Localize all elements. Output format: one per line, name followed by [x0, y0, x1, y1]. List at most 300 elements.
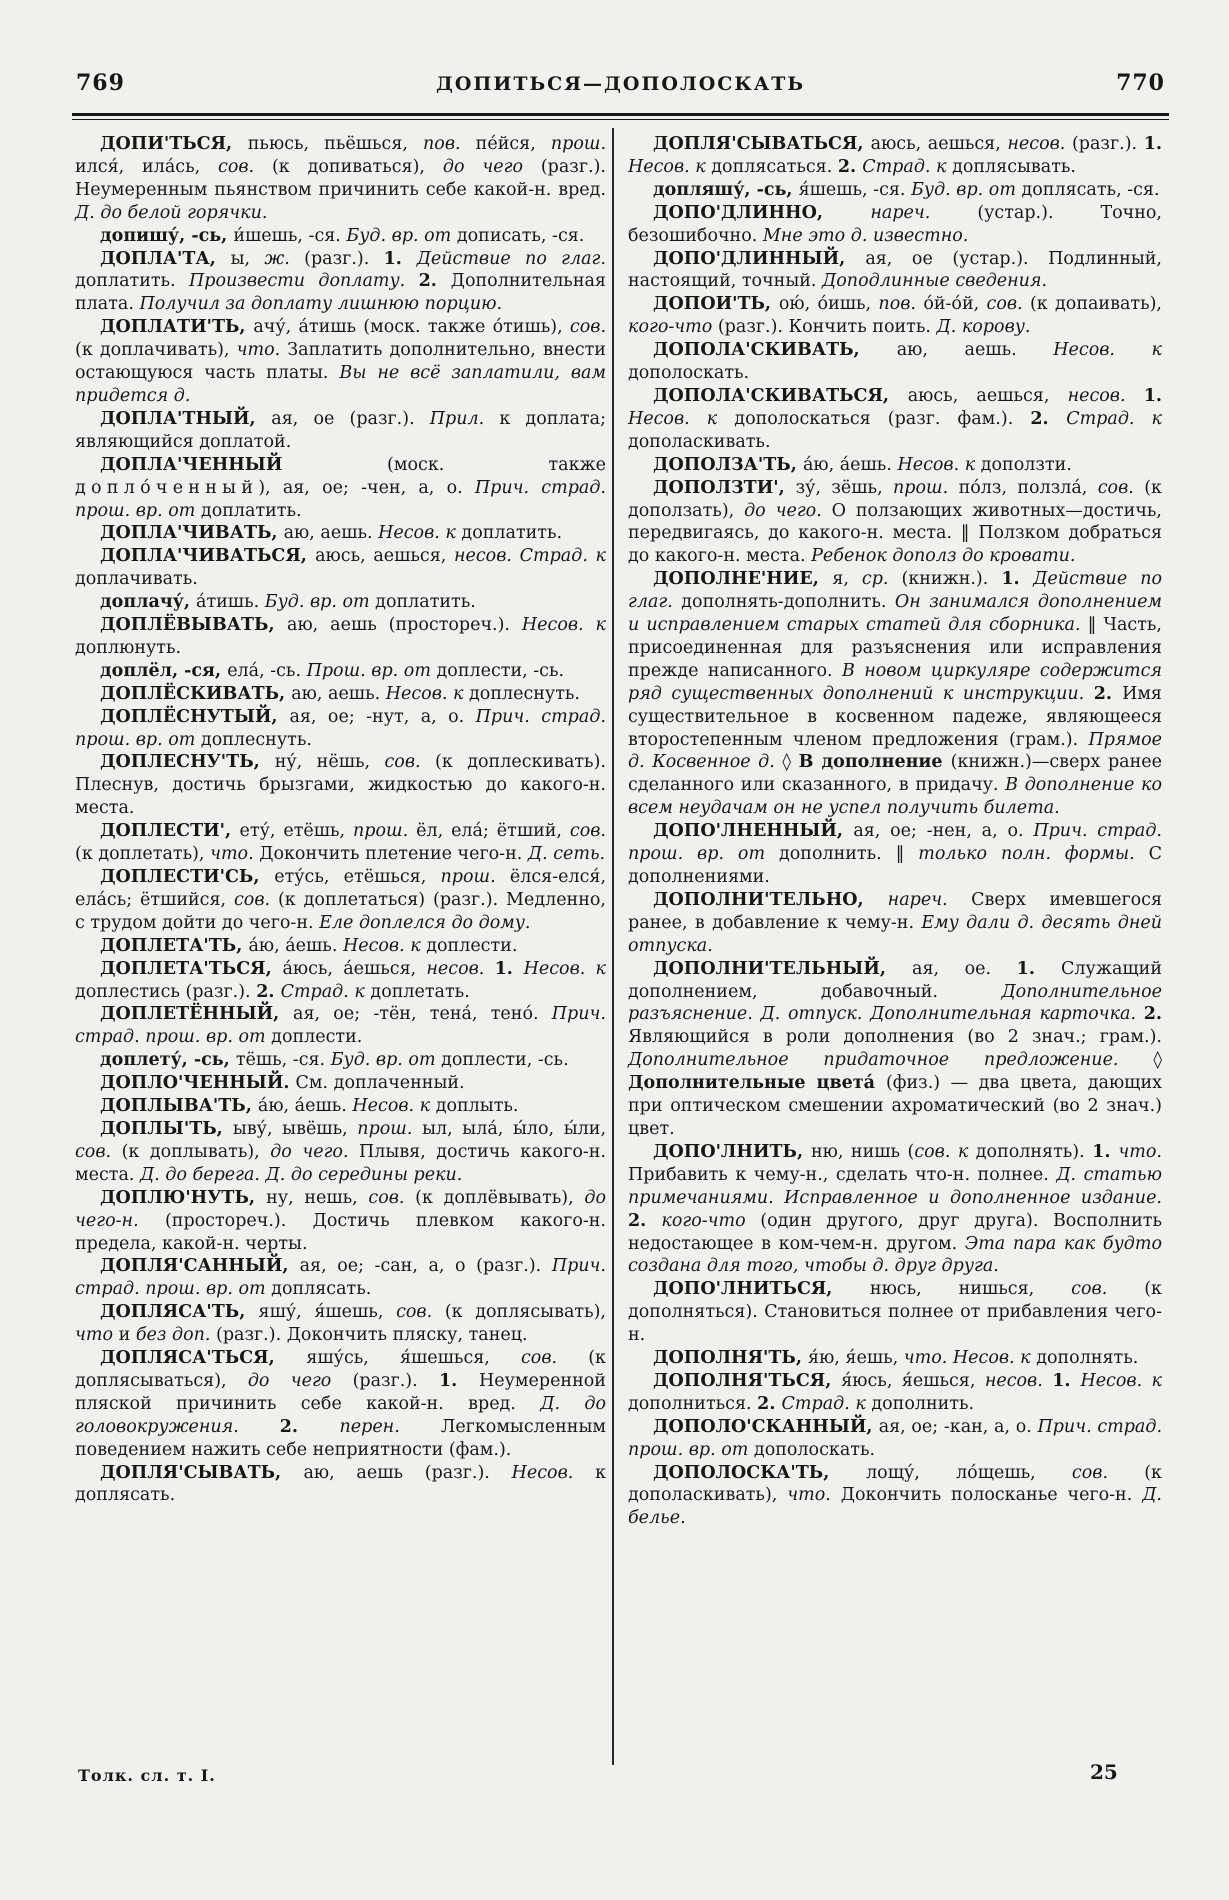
italic-segment: сов. к: [914, 1141, 976, 1162]
italic-segment: Д. до головокружения.: [75, 1393, 606, 1437]
normal-segment: дополоскаться (разг. фам.).: [734, 408, 1031, 429]
normal-segment: Сверх имевшегося ранее, в добавление к чему-н.: [628, 889, 1162, 933]
dictionary-entry: [628, 1370, 1162, 1416]
normal-segment: доплатить.: [200, 500, 302, 521]
italic-segment: Страд. к: [781, 1393, 872, 1414]
right-page-number: 770: [1116, 70, 1165, 96]
signature-number: 25: [1090, 1760, 1118, 1784]
dictionary-entry: [75, 660, 606, 683]
italic-segment: пов.: [423, 134, 476, 154]
dictionary-entry: [75, 1118, 606, 1187]
normal-segment: ая, ое; -сан, а, о (разг.).: [299, 1256, 552, 1277]
bold-segment: ДОПЛА'ТНЫЙ,: [100, 408, 272, 429]
normal-segment: ая, ое; -кан, а, о.: [878, 1416, 1038, 1437]
normal-segment: и́шешь, -ся.: [233, 225, 347, 246]
bold-segment: ДОПОЛНЯ'ТЬСЯ,: [653, 1370, 842, 1391]
normal-segment: аю, аешь (разг.).: [303, 1462, 512, 1483]
normal-segment: я́юсь, я́ешься,: [841, 1370, 985, 1391]
italic-segment: Несов. к: [378, 523, 462, 544]
dictionary-entry: [75, 522, 606, 545]
normal-segment: доплестись (разг.).: [75, 981, 257, 1002]
normal-segment: а́ю, а́ешь.: [257, 1096, 353, 1117]
italic-segment: Д. до белой горячки.: [75, 202, 268, 223]
normal-segment: (физ.) — два цвета, дающих при оптическом смешении ахроматический (во 2 знач.) цвет.: [628, 1073, 1162, 1139]
normal-segment: ы,: [230, 248, 265, 269]
bold-segment: 2.: [279, 1416, 340, 1437]
italic-segment: Доподлинные сведения.: [822, 271, 1048, 292]
dictionary-entry: [75, 751, 606, 820]
normal-segment: (разг.). Неумеренным пьянством причинить себе какой-н. вред.: [75, 156, 606, 200]
italic-segment: Прич. страд. прош. вр. от: [75, 477, 606, 521]
normal-segment: нюсь, нишься,: [869, 1279, 1072, 1300]
italic-segment: Прич. страд. прош. вр. от: [75, 1004, 606, 1048]
dictionary-entry: [75, 1003, 606, 1049]
dictionary-entry: [628, 568, 1162, 820]
normal-segment: (к доплачивать),: [75, 340, 237, 361]
italic-segment: Он занимался дополнением и исправлением старых статей для сборника.: [628, 592, 1163, 636]
normal-segment: ету́, етёшь,: [239, 821, 354, 842]
normal-segment: пьюсь, пьёшься,: [247, 134, 424, 154]
italic-segment: Д. статью примечаниями. Исправленное и дополненное издание.: [628, 1164, 1162, 1208]
normal-segment: О ползающих животных—достичь, передвигаясь, до какого-н. места. ‖ Ползком добраться до какого-н. места.: [628, 500, 1162, 567]
bold-segment: ДОПИ'ТЬСЯ,: [100, 134, 248, 154]
bold-segment: ДОПЛЮ'НУТЬ,: [100, 1187, 267, 1208]
dictionary-entry: [75, 820, 606, 866]
normal-segment: ою́, о́ишь,: [778, 294, 879, 315]
normal-segment: (разг.). Кончить поить.: [717, 317, 937, 338]
italic-segment: сов.: [233, 889, 278, 910]
normal-segment: Являющийся в роли дополнения (во 2 знач.; грам.).: [628, 1027, 1162, 1048]
normal-segment: доплести, -сь.: [436, 660, 565, 681]
normal-segment: (один другого, друг друга). Восполнить недостающее в ком-чем-н. другом.: [628, 1210, 1162, 1254]
dictionary-entry: [628, 1141, 1162, 1278]
bold-segment: ДОПЛА'ТА,: [100, 248, 231, 269]
italic-segment: ж.: [264, 248, 305, 269]
dictionary-entry: [628, 293, 1162, 339]
normal-segment: доплясывать.: [952, 156, 1076, 177]
italic-segment: несов.: [1007, 134, 1072, 154]
normal-segment: (устар.). Точно, безошибочно.: [628, 202, 1162, 246]
volume-footnote: Толк. сл. т. I.: [78, 1766, 216, 1785]
dictionary-entry: [75, 866, 606, 935]
normal-segment: ‖ Часть, присоединенная для разъяснения или исправления прежде написанного.: [628, 615, 1162, 681]
normal-segment: ету́сь, етёшься,: [274, 867, 441, 887]
dictionary-entry: [75, 1301, 606, 1347]
bold-segment: ДОПЛЁСНУТЫЙ,: [100, 706, 290, 727]
bold-segment: 2.: [1143, 1004, 1162, 1025]
italic-segment: Несов. к: [1053, 340, 1163, 361]
bold-segment: 2.: [1093, 683, 1123, 704]
bold-segment: ДОПЛЕСТИ',: [100, 821, 240, 842]
dictionary-entry: [628, 477, 1162, 569]
dictionary-entry: [75, 706, 606, 752]
normal-segment: доплести.: [426, 935, 518, 956]
normal-segment: (разг.). Докончить пляску, танец.: [216, 1325, 528, 1346]
normal-segment: дополоскать.: [753, 1439, 876, 1460]
bold-segment: 2.: [837, 156, 863, 177]
italic-segment: сов.: [218, 156, 272, 177]
italic-segment: прош.: [357, 1118, 423, 1139]
normal-segment: зу́, зёшь,: [795, 477, 894, 498]
normal-segment: доплачивать.: [75, 569, 198, 590]
dictionary-entry: [75, 935, 606, 958]
italic-segment: сов.: [75, 1141, 122, 1162]
normal-segment: Заплатить дополнительно, внести остающуюся часть платы.: [75, 340, 606, 384]
normal-segment: лощу́, ло́щешь,: [866, 1462, 1072, 1483]
normal-segment: Прибавить к чему-н., сделать что-н. полнее.: [628, 1164, 1057, 1185]
italic-segment: Несов. к: [628, 408, 735, 429]
bold-segment: ДОПЛЕТА'ТЬСЯ,: [100, 958, 283, 979]
normal-segment: дополнять-дополнить.: [681, 592, 895, 613]
bold-segment: ДОПЛЯ'СЫВАТЬ,: [100, 1462, 304, 1483]
bold-segment: 1.: [438, 1370, 479, 1391]
normal-segment: доплясать.: [271, 1279, 372, 1300]
bold-segment: 1.: [494, 958, 524, 979]
italic-segment: Несов. к: [1080, 1370, 1162, 1391]
italic-segment: пов.: [878, 294, 924, 315]
normal-segment: (к дополаскивать),: [628, 1462, 1162, 1506]
italic-segment: что. Несов. к: [903, 1348, 1037, 1369]
italic-segment: Несов.: [511, 1462, 596, 1483]
normal-segment: дополаскивать.: [628, 431, 771, 452]
normal-segment: дописать, -ся.: [456, 225, 585, 246]
normal-segment: аю, аешь.: [283, 523, 379, 544]
bold-segment: ДОПЛЫВА'ТЬ,: [100, 1096, 258, 1117]
italic-segment: прош.: [353, 821, 417, 842]
italic-segment: Прич. страд. прош. вр. от: [628, 1416, 1163, 1460]
normal-segment: дополоскать.: [628, 363, 750, 384]
italic-segment: перен.: [339, 1416, 441, 1437]
italic-segment: несов.: [1067, 385, 1144, 406]
italic-segment: Мне это д. известно.: [762, 225, 969, 246]
italic-segment: Ребенок дополз до кровати.: [811, 546, 1076, 567]
bold-segment: ДОПЛА'ЧИВАТЬ,: [100, 523, 284, 544]
dictionary-entry: [628, 179, 1162, 202]
normal-segment: ая, ое; -нен, а, о.: [853, 821, 1034, 842]
italic-segment: Буд. вр. от: [330, 1050, 442, 1071]
italic-segment: В новом циркуляре содержится ряд существенных дополнений к инструкции.: [628, 660, 1162, 704]
italic-segment: Несов. к: [897, 454, 981, 475]
dictionary-entry: [628, 1347, 1162, 1370]
dictionary-entry: [628, 133, 1162, 179]
dictionary-entry: [75, 454, 606, 523]
dictionary-entry: [75, 958, 606, 1004]
column-divider-rule: [612, 128, 614, 1765]
italic-segment: Произвести доплату.: [189, 271, 419, 292]
italic-segment: что.: [236, 340, 288, 361]
normal-segment: С дополнениями.: [628, 844, 1162, 887]
bold-segment: доплёл, -ся,: [100, 660, 228, 681]
bold-segment: ДОПО'ДЛИННЫЙ,: [653, 248, 866, 269]
bold-segment: 1.: [383, 248, 417, 269]
italic-segment: несов.: [426, 958, 495, 979]
normal-segment: яшу́, я́шешь,: [258, 1302, 397, 1323]
dictionary-entry: [628, 1416, 1162, 1462]
normal-segment: доплести, -сь.: [441, 1050, 569, 1071]
bold-segment: ДОПЛЁСКИВАТЬ,: [100, 683, 292, 704]
bold-segment: ДОПОЛНИ'ТЕЛЬНО,: [653, 889, 888, 910]
bold-segment: ДОПОЛО'СКАННЫЙ,: [653, 1416, 879, 1437]
normal-segment: дополнять).: [975, 1141, 1093, 1162]
italic-segment: В дополнение ко всем неудачам он не успел получить билета.: [628, 775, 1162, 819]
italic-segment: прош.: [550, 134, 607, 154]
bold-segment: ДОПЛА'ЧЕННЫЙ: [100, 454, 388, 475]
normal-segment: а́тишь.: [196, 592, 265, 613]
normal-segment: аю, аешь (простореч.).: [287, 615, 522, 636]
italic-segment: до чего-н.: [75, 1187, 606, 1231]
bold-segment: ДОПОЛА'СКИВАТЬ,: [653, 340, 897, 361]
dictionary-entry: [75, 1095, 606, 1118]
bold-segment: ДОПЛЯ'СЫВАТЬСЯ,: [653, 134, 871, 154]
italic-segment: Страд. к: [862, 156, 953, 177]
dictionary-entry: [75, 591, 606, 614]
italic-segment: сов.: [569, 317, 607, 338]
dictionary-entry: [628, 1278, 1162, 1347]
normal-segment: доплясать, -ся.: [1021, 179, 1160, 200]
italic-segment: сов.: [521, 1348, 589, 1369]
italic-segment: сов.: [1071, 1279, 1145, 1300]
normal-segment: яшу́сь, я́шешься,: [306, 1348, 521, 1369]
normal-segment: доплатить.: [75, 271, 190, 292]
bold-segment: ДОПОЛОСКА'ТЬ,: [653, 1462, 867, 1483]
bold-segment: ДОПОЛЗА'ТЬ,: [653, 454, 803, 475]
italic-segment: что: [75, 1325, 119, 1346]
bold-segment: ДОПО'ЛНЕННЫЙ,: [653, 821, 854, 842]
normal-segment: (к доплетаться) (разг.). Медленно, с трудом дойти до чего-н.: [75, 889, 606, 933]
normal-segment: ну́, нёшь,: [274, 752, 385, 773]
italic-segment: прош.: [893, 477, 959, 498]
normal-segment: дополнить.: [871, 1393, 975, 1414]
bold-segment: 1.: [1092, 1141, 1119, 1162]
italic-segment: без доп.: [135, 1325, 216, 1346]
italic-segment: несов. Страд. к: [453, 546, 607, 567]
bold-segment: В дополнение: [798, 752, 951, 773]
normal-segment: аю, аешь.: [291, 683, 386, 704]
normal-segment: ился́, ила́сь,: [75, 156, 219, 177]
normal-segment: ◊: [782, 752, 799, 773]
normal-segment: пе́йся,: [475, 134, 551, 154]
bold-segment: доплачу́,: [100, 592, 197, 613]
bold-segment: ДОПЛЕСНУ'ТЬ,: [100, 752, 275, 773]
italic-segment: сов.: [396, 1302, 445, 1323]
bold-segment: ДОПЛЕСТИ'СЬ,: [100, 867, 275, 887]
bold-segment: допишу́, -сь,: [100, 225, 234, 246]
bold-segment: ДОПЛЯСА'ТЬ,: [100, 1302, 259, 1323]
bold-segment: ДОПЛЁВЫВАТЬ,: [100, 615, 288, 636]
dictionary-entry: [75, 1049, 606, 1072]
dictionary-entry: [75, 1072, 606, 1095]
normal-segment: (к доплывать),: [121, 1141, 271, 1162]
normal-segment: Дополнительная плата.: [75, 271, 606, 315]
normal-segment: доплеснуть.: [469, 683, 580, 704]
normal-segment: ая, ое (разг.).: [271, 408, 430, 429]
normal-segment: доплыть.: [435, 1096, 519, 1117]
italic-segment: Буд. вр. от: [264, 592, 376, 613]
italic-segment: Действие по глаг.: [628, 569, 1162, 613]
normal-segment: Докончить полосканье чего-н.: [840, 1485, 1143, 1506]
normal-segment: доплести.: [271, 1027, 363, 1048]
normal-segment: дополнить. ‖: [778, 844, 919, 865]
normal-segment: ню, нишь (: [811, 1141, 915, 1162]
italic-segment: Д. белье.: [628, 1485, 1162, 1529]
normal-segment: (к дополняться). Становиться полнее от прибавления чего-н.: [628, 1279, 1162, 1346]
bold-segment: ДОПЛЯСА'ТЬСЯ,: [100, 1348, 307, 1369]
italic-segment: Буд. вр. от: [911, 179, 1022, 200]
bold-segment: ДОПОЛНЕ'НИЕ,: [653, 569, 833, 590]
dictionary-entry: [628, 958, 1162, 1141]
bold-segment: 1.: [1001, 569, 1034, 590]
normal-segment: Неумеренной пляской причинить себе какой-н. вред.: [75, 1370, 606, 1414]
dictionary-entry: [628, 339, 1162, 385]
bold-segment: ДОПОИ'ТЬ,: [653, 294, 779, 315]
bold-segment: ДОПО'ЛНИТЬ,: [653, 1141, 812, 1162]
dictionary-entry: [75, 316, 606, 408]
normal-segment: доплетать.: [370, 981, 470, 1002]
bold-segment: ДОПО'ЛНИТЬСЯ,: [653, 1279, 870, 1300]
italic-segment: Прямое д. Косвенное д.: [628, 729, 1162, 773]
normal-segment: и: [118, 1325, 136, 1346]
italic-segment: кого-что: [661, 1210, 761, 1231]
dictionary-entry: [75, 1347, 606, 1462]
italic-segment: Действие по глаг.: [416, 248, 606, 269]
normal-segment: Служащий дополнением, добавочный.: [628, 958, 1162, 1002]
bold-segment: доплету́, -сь,: [100, 1050, 236, 1071]
normal-segment: (книжн.)—сверх ранее сделанного или сказанного, в придачу.: [628, 752, 1162, 796]
normal-segment: (к доплёвывать),: [415, 1187, 585, 1208]
dictionary-entry: [75, 614, 606, 660]
dictionary-entry: [75, 248, 606, 317]
normal-segment: доплеснуть.: [200, 729, 312, 750]
bold-segment: 2.: [1030, 408, 1067, 429]
italic-segment: Несов. к: [521, 615, 606, 636]
italic-segment: Прош. вр. от: [306, 660, 437, 681]
normal-segment: (к доплясываться),: [75, 1348, 606, 1391]
normal-segment: См. доплаченный.: [295, 1073, 465, 1094]
bold-segment: 1.: [1143, 134, 1162, 154]
header-double-rule: [72, 113, 1169, 120]
dictionary-entry: [628, 820, 1162, 889]
italic-segment: ср.: [861, 569, 902, 590]
normal-segment: ), ая, ое; -чен, а, о.: [258, 477, 475, 498]
page-header: [76, 70, 1165, 100]
dictionary-entry: [75, 683, 606, 706]
normal-segment: (разг.).: [1071, 134, 1144, 154]
normal-segment: ◊: [1153, 1050, 1162, 1071]
italic-segment: Вы не всё заплатили, вам придется д.: [75, 363, 606, 406]
bold-segment: 2.: [757, 1393, 782, 1414]
italic-segment: Прил.: [429, 408, 500, 429]
italic-segment: только полн. формы.: [918, 844, 1149, 865]
normal-segment: доплатить.: [461, 523, 563, 544]
bold-segment: ДОПЛАТИ'ТЬ,: [100, 317, 254, 338]
normal-segment: о́й-о́й,: [923, 294, 987, 315]
normal-segment: а́ю, а́ешь.: [248, 935, 343, 956]
normal-segment: Легкомысленным поведением нажить себе неприятности (фам.).: [75, 1416, 607, 1460]
normal-segment: я́шешь, -ся.: [798, 179, 912, 200]
dictionary-entry: [75, 225, 606, 248]
normal-segment: по́лз, ползла́,: [958, 477, 1098, 498]
italic-segment: Еле доплелся до дому.: [319, 912, 531, 933]
italic-segment: до чего.: [270, 1141, 360, 1162]
bold-segment: Дополнительные цвета́: [628, 1073, 886, 1094]
left-column: [75, 133, 606, 1507]
italic-segment: кого-что: [628, 317, 718, 338]
italic-segment: что.: [787, 1485, 841, 1506]
bold-segment: 1.: [1016, 958, 1062, 979]
dictionary-entry: [75, 133, 606, 225]
italic-segment: Несов. к: [342, 935, 427, 956]
normal-segment: аю, аешь.: [896, 340, 1054, 361]
dictionary-entry: [628, 889, 1162, 958]
italic-segment: сов.: [384, 752, 436, 773]
normal-segment: (разг.).: [352, 1370, 439, 1391]
normal-segment: доплюнуть.: [75, 637, 182, 658]
italic-segment: сов.: [1097, 477, 1145, 498]
italic-segment: Получил за доплату лишнюю порцию.: [139, 294, 503, 315]
normal-segment: аюсь, аешься,: [870, 134, 1008, 154]
dictionary-entry: [75, 545, 606, 591]
bold-segment: 2.: [628, 1210, 662, 1231]
normal-segment: аюсь, аешься,: [315, 546, 454, 567]
dictionary-entry: [628, 1462, 1162, 1531]
normal-segment: ая, ое; -тён, тена́, тено́.: [293, 1004, 552, 1025]
normal-segment: (простореч.). Достичь плевком какого-н. предела, какой-н. черты.: [75, 1210, 606, 1254]
italic-segment: несов.: [984, 1370, 1053, 1391]
bold-segment: ДОПЛЯ'САННЫЙ,: [100, 1256, 300, 1277]
italic-segment: нареч.: [887, 889, 972, 910]
normal-segment: (моск. также: [387, 454, 606, 475]
bold-segment: 2.: [256, 981, 281, 1002]
left-page-number: 769: [76, 70, 125, 96]
dictionary-entry: [628, 202, 1162, 248]
italic-segment: Прич. страд. прош. вр. от: [75, 706, 606, 750]
normal-segment: дополнять.: [1036, 1348, 1139, 1369]
dictionary-entry: [75, 408, 606, 454]
normal-segment: (к доплескивать). Плеснув, достичь брызгами, жидкостью до какого-н. места.: [75, 752, 606, 819]
normal-segment: ёл, ела́; ётший,: [416, 821, 570, 842]
bold-segment: ДОПЛА'ЧИВАТЬСЯ,: [100, 546, 316, 567]
normal-segment: доплясаться.: [711, 156, 838, 177]
bold-segment: ДОПЛО'ЧЕННЫЙ.: [100, 1073, 296, 1094]
normal-segment: (к доплясывать),: [444, 1302, 606, 1323]
italic-segment: Прич. страд. прош. вр. от: [75, 1256, 606, 1300]
italic-segment: Несов. к: [523, 958, 606, 979]
normal-segment: (к доплетать),: [75, 844, 211, 865]
italic-segment: сов.: [368, 1187, 416, 1208]
bold-segment: ДОПОЛНЯ'ТЬ,: [653, 1348, 809, 1369]
normal-segment: а́юсь, а́ешься,: [282, 958, 427, 979]
italic-segment: сов.: [569, 821, 606, 842]
italic-segment: Страд. к: [280, 981, 371, 1002]
italic-segment: Несов. к: [628, 156, 712, 177]
italic-segment: Д. сеть.: [527, 844, 606, 865]
bold-segment: ДОПОЛНИ'ТЕЛЬНЫЙ,: [653, 958, 913, 979]
normal-segment: к доплясать.: [75, 1462, 607, 1506]
italic-segment: Буд. вр. от: [346, 225, 457, 246]
right-column: [628, 133, 1162, 1530]
normal-segment: к доплата; являющийся доплатой.: [75, 408, 606, 452]
italic-segment: Несов. к: [385, 683, 470, 704]
italic-segment: до чего: [247, 1370, 353, 1391]
italic-segment: что.: [1118, 1141, 1162, 1162]
italic-segment: Дополнительное придаточное предложение.: [628, 1050, 1154, 1071]
italic-segment: до чего: [442, 156, 541, 177]
italic-segment: нареч.: [870, 202, 978, 223]
normal-segment: ая, ое.: [912, 958, 1017, 979]
normal-segment: аюсь, аешься,: [907, 385, 1068, 406]
dictionary-entry: [75, 1255, 606, 1301]
italic-segment: Ему дали д. десять дней отпуска.: [628, 912, 1162, 956]
